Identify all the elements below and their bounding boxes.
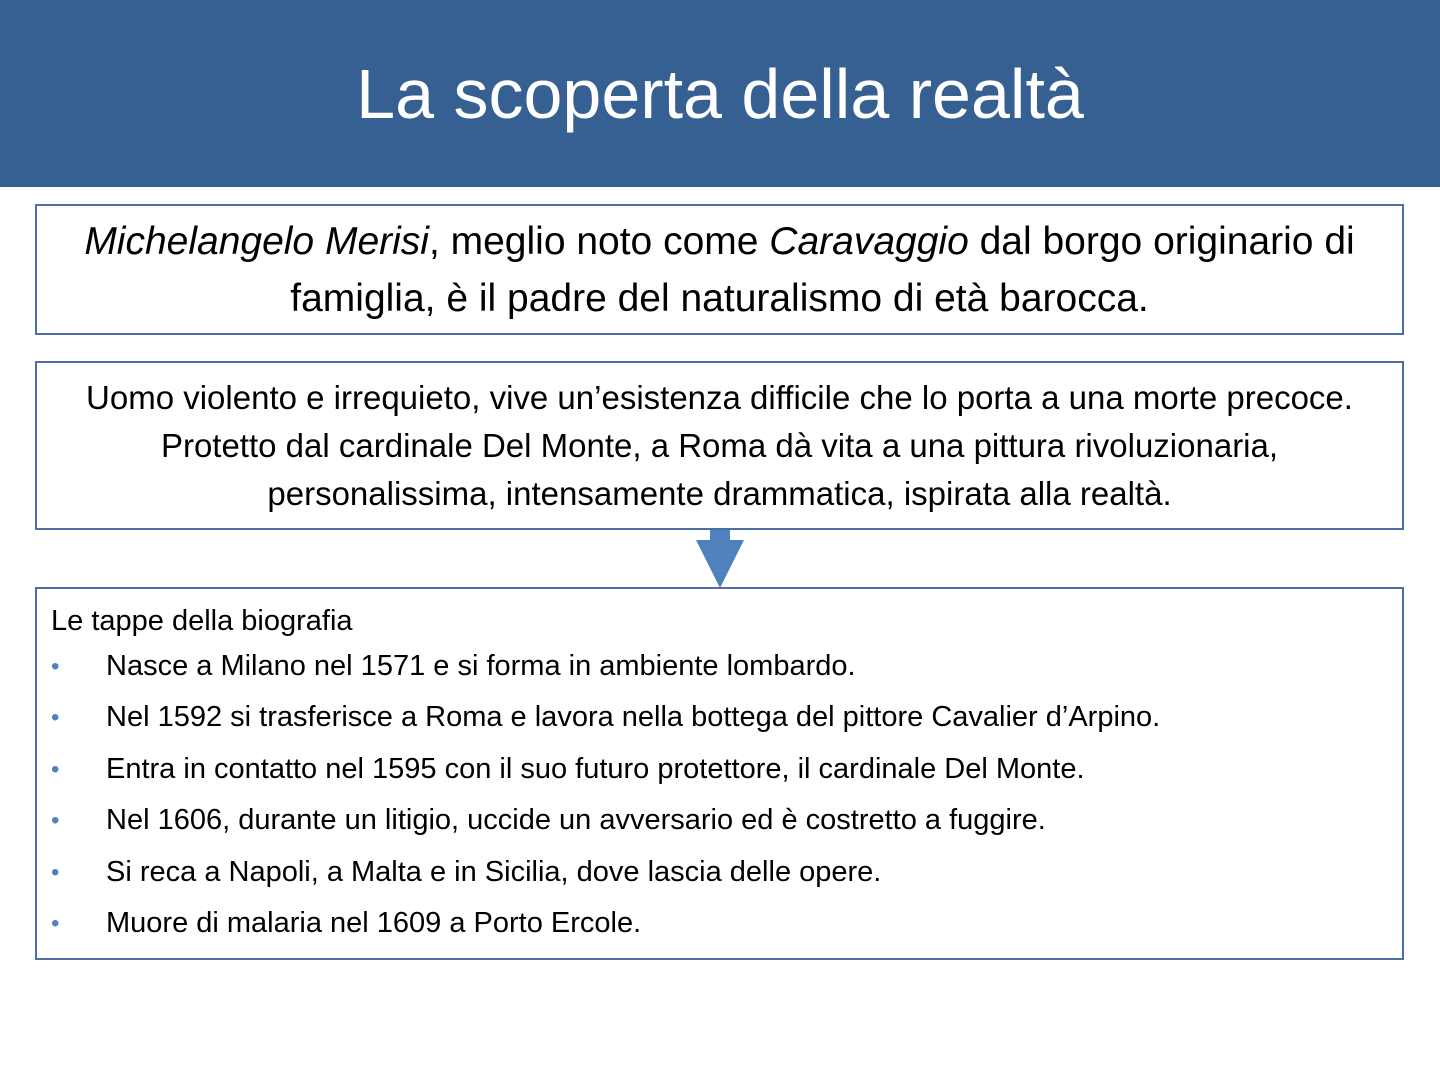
bullet-icon: •	[51, 755, 60, 783]
intro-alias: Caravaggio	[769, 219, 969, 263]
intro-text-part-2: dal borgo originario di famiglia, è il padre del naturalismo di età barocca.	[290, 219, 1355, 320]
list-item	[51, 847, 1388, 898]
list-item-text: Muore di malaria nel 1609 a Porto Ercole.	[106, 906, 642, 939]
intro-box	[35, 204, 1404, 335]
slide-title: La scoperta della realtà	[356, 55, 1084, 133]
bullet-icon: •	[51, 704, 60, 732]
bullet-icon: •	[51, 909, 60, 937]
description-box	[35, 361, 1404, 530]
biography-heading: Le tappe della biografia	[51, 605, 353, 637]
list-item-text: Nel 1592 si trasferisce a Roma e lavora nella bottega del pittore Cavalier d’Arpino.	[106, 701, 1161, 734]
list-item	[51, 641, 1388, 692]
bullet-icon: •	[51, 807, 60, 835]
list-item	[51, 795, 1388, 846]
list-item-text: Nel 1606, durante un litigio, uccide un avversario ed è costretto a fuggire.	[106, 804, 1046, 837]
list-item	[51, 692, 1388, 743]
intro-name: Michelangelo Merisi	[84, 219, 429, 263]
arrow-down-icon	[696, 530, 744, 588]
description-text: Uomo violento e irrequieto, vive un’esistenza difficile che lo porta a una morte precoce. Protetto dal cardinale Del Monte, a Roma dà vita a una pittura rivoluzionaria, personalissima, intensamente drammatica, ispirata alla realtà.	[86, 378, 1353, 512]
bullet-icon: •	[51, 858, 60, 886]
biography-list	[51, 641, 1388, 949]
intro-text	[37, 213, 1402, 327]
list-item-text: Entra in contatto nel 1595 con il suo futuro protettore, il cardinale Del Monte.	[106, 752, 1085, 785]
list-item	[51, 898, 1388, 949]
list-item-text: Nasce a Milano nel 1571 e si forma in ambiente lombardo.	[106, 650, 856, 682]
biography-box	[35, 587, 1404, 960]
list-item	[51, 744, 1388, 795]
list-item-text: Si reca a Napoli, a Malta e in Sicilia, dove lascia delle opere.	[106, 855, 882, 888]
bullet-icon: •	[51, 653, 60, 680]
intro-text-part-1: , meglio noto come	[428, 219, 770, 263]
